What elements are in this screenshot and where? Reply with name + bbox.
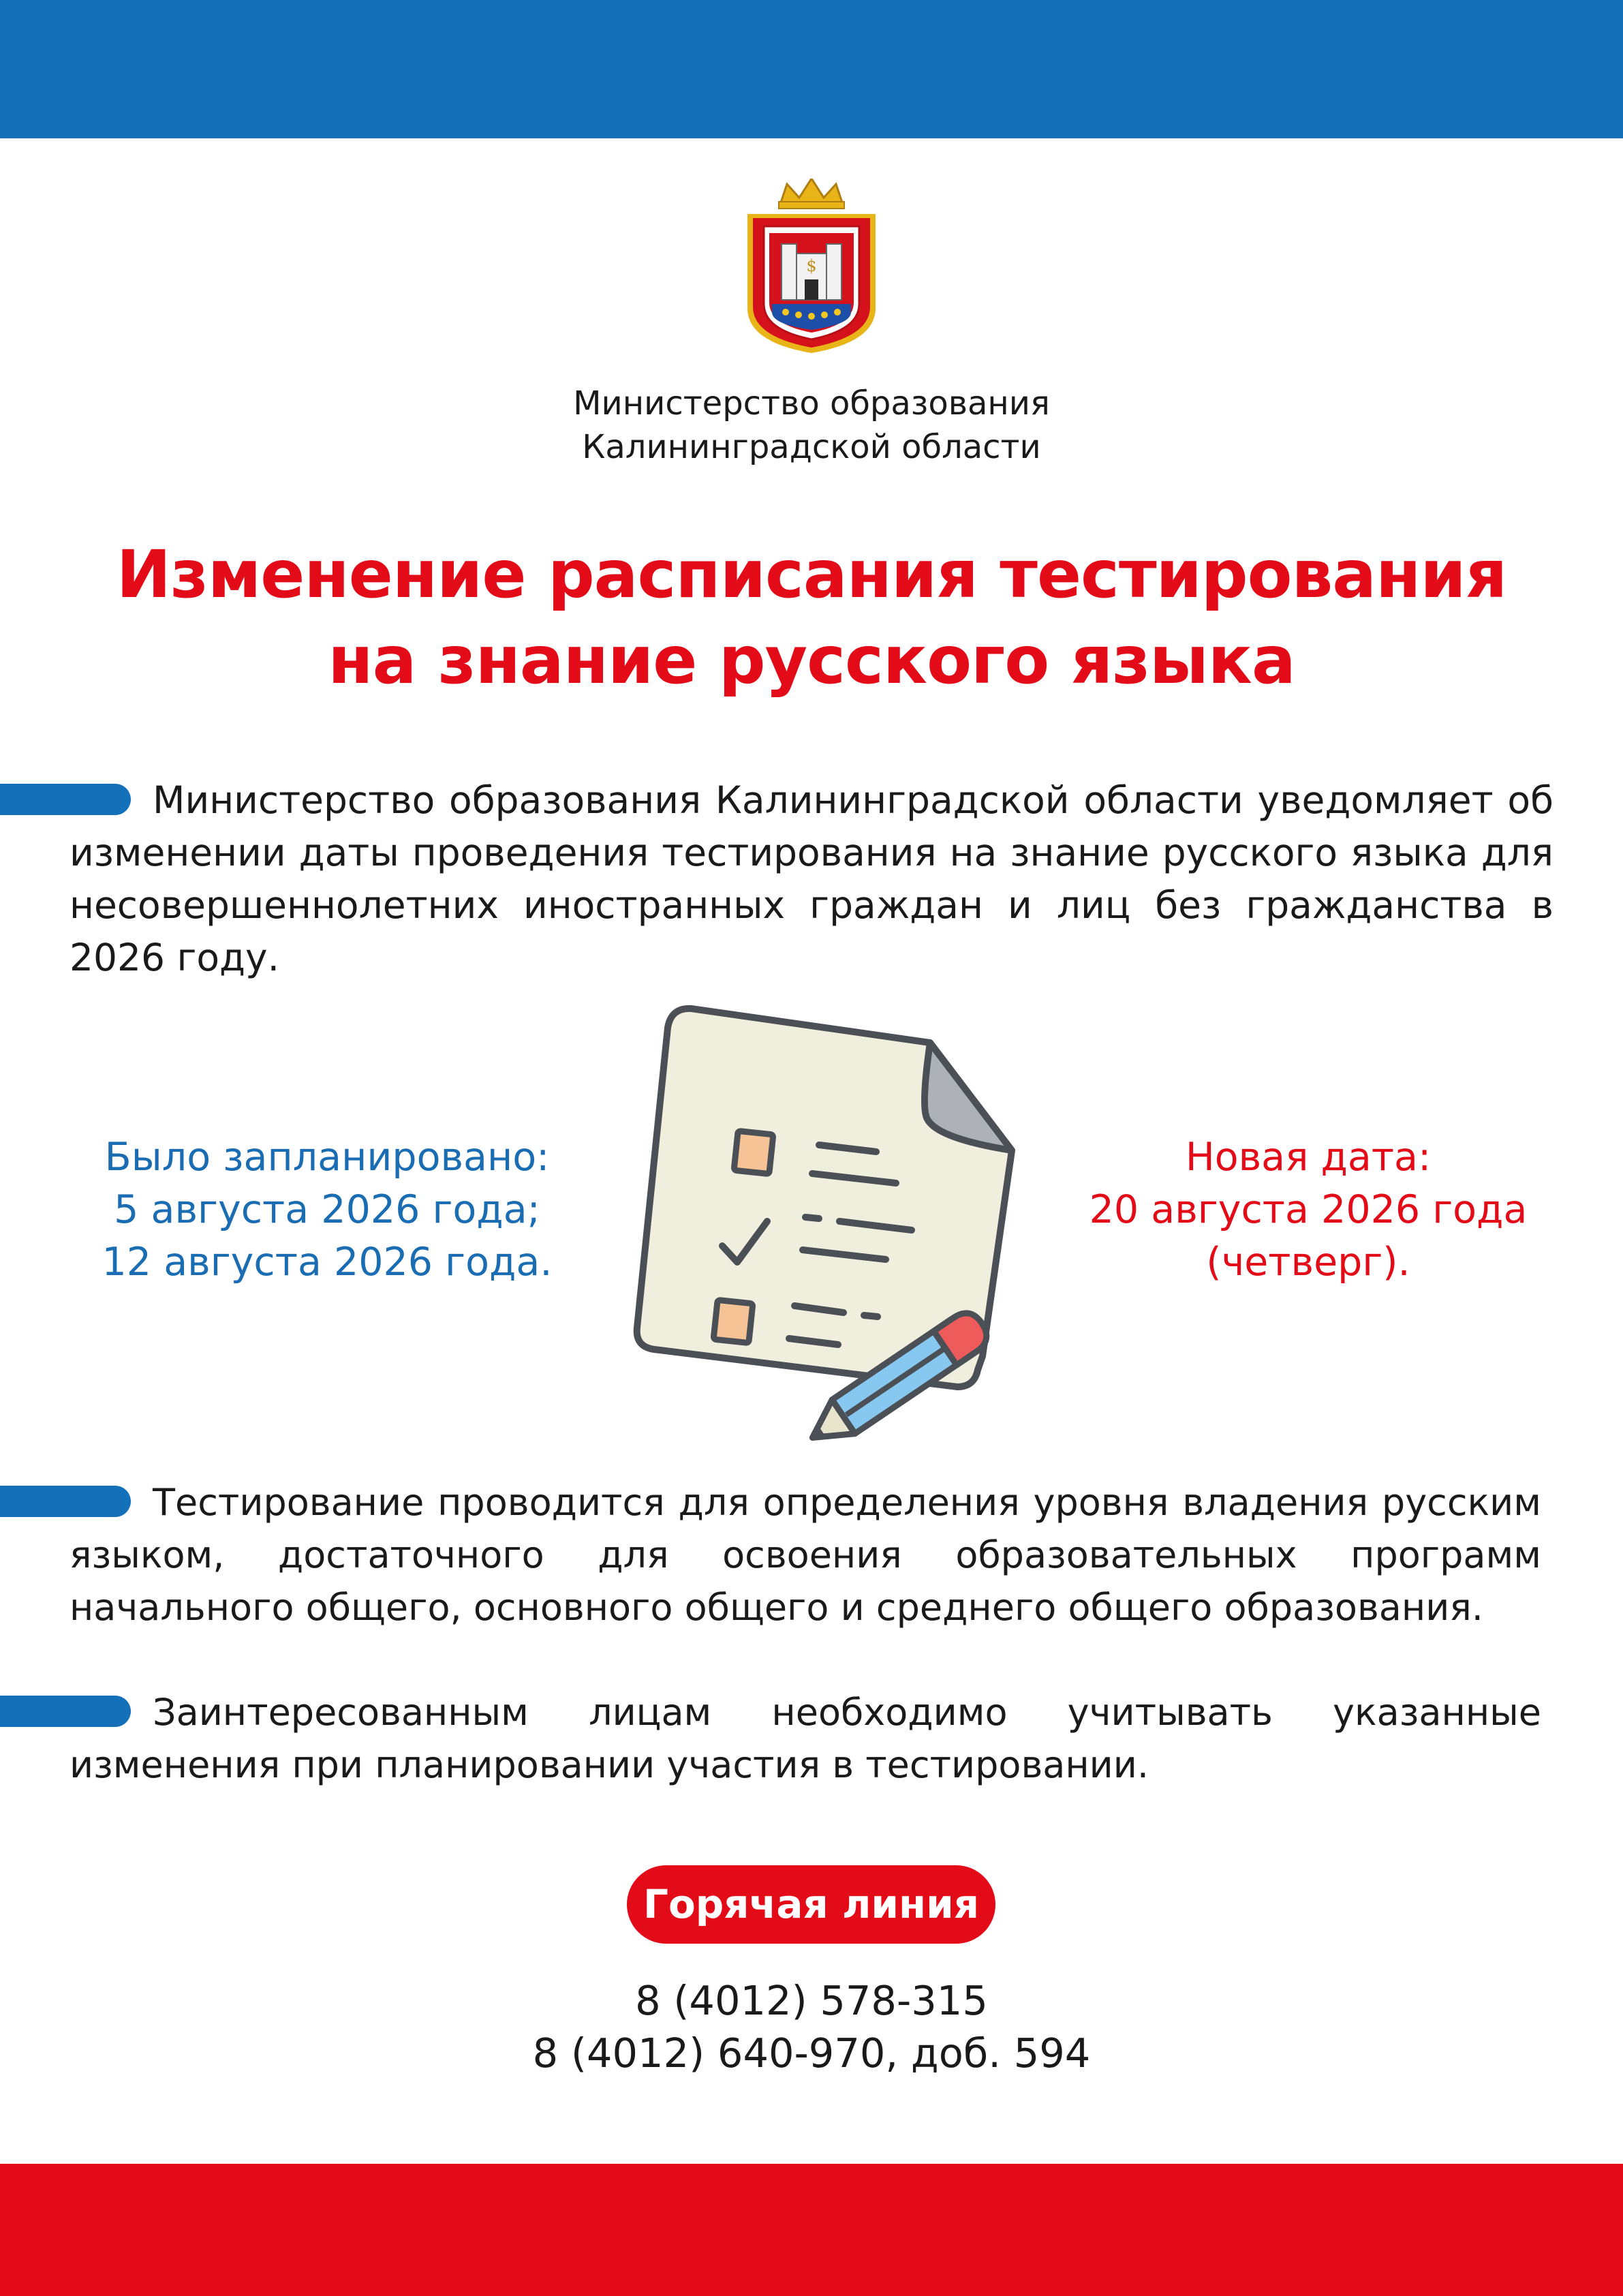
top-blue-band [0, 0, 1623, 138]
purpose-paragraph: Тестирование проводится для определения уровня владения русским языком, достаточного для освоения образовательных программ начального общего, основного общего и среднего общего образования. [69, 1481, 1541, 1629]
new-date-weekday: (четверг). [1206, 1240, 1410, 1285]
intro-paragraph: Министерство образования Калининградской области уведомляет об изменении даты проведения тестирования на знание русского языка для несовершеннолетних иностранных граждан и лиц без гражданства в 2026 году. [69, 778, 1554, 979]
new-date-label: Новая дата: [1185, 1135, 1432, 1180]
bottom-red-band [0, 2164, 1623, 2296]
page-title [0, 532, 1623, 703]
ministry-line-1: Министерство образования [573, 384, 1050, 423]
hotline-phones [0, 1974, 1623, 2079]
new-date-value: 20 августа 2026 года [1089, 1187, 1528, 1232]
planned-label: Было запланировано: [104, 1135, 550, 1180]
title-line-1: Изменение расписания тестирования [116, 536, 1507, 613]
phone-2: 8 (4012) 640-970, доб. 594 [532, 2030, 1091, 2077]
checklist-document-icon [627, 1002, 1022, 1445]
hotline-badge: Горячая линия [627, 1865, 995, 1944]
svg-text:$: $ [806, 256, 817, 275]
ministry-name [0, 382, 1623, 469]
title-line-2: на знание русского языка [328, 622, 1295, 699]
planned-dates [68, 1131, 586, 1289]
ministry-line-2: Калининградской области [582, 428, 1041, 466]
coat-of-arms-logo [739, 179, 884, 354]
new-date [1049, 1131, 1567, 1289]
phone-1: 8 (4012) 578-315 [635, 1977, 988, 2024]
notice-paragraph: Заинтересованным лицам необходимо учитывать указанные изменения при планировании участия в тестировании. [69, 1691, 1541, 1786]
planned-date-2: 12 августа 2026 года. [102, 1240, 553, 1285]
planned-date-1: 5 августа 2026 года; [114, 1187, 540, 1232]
